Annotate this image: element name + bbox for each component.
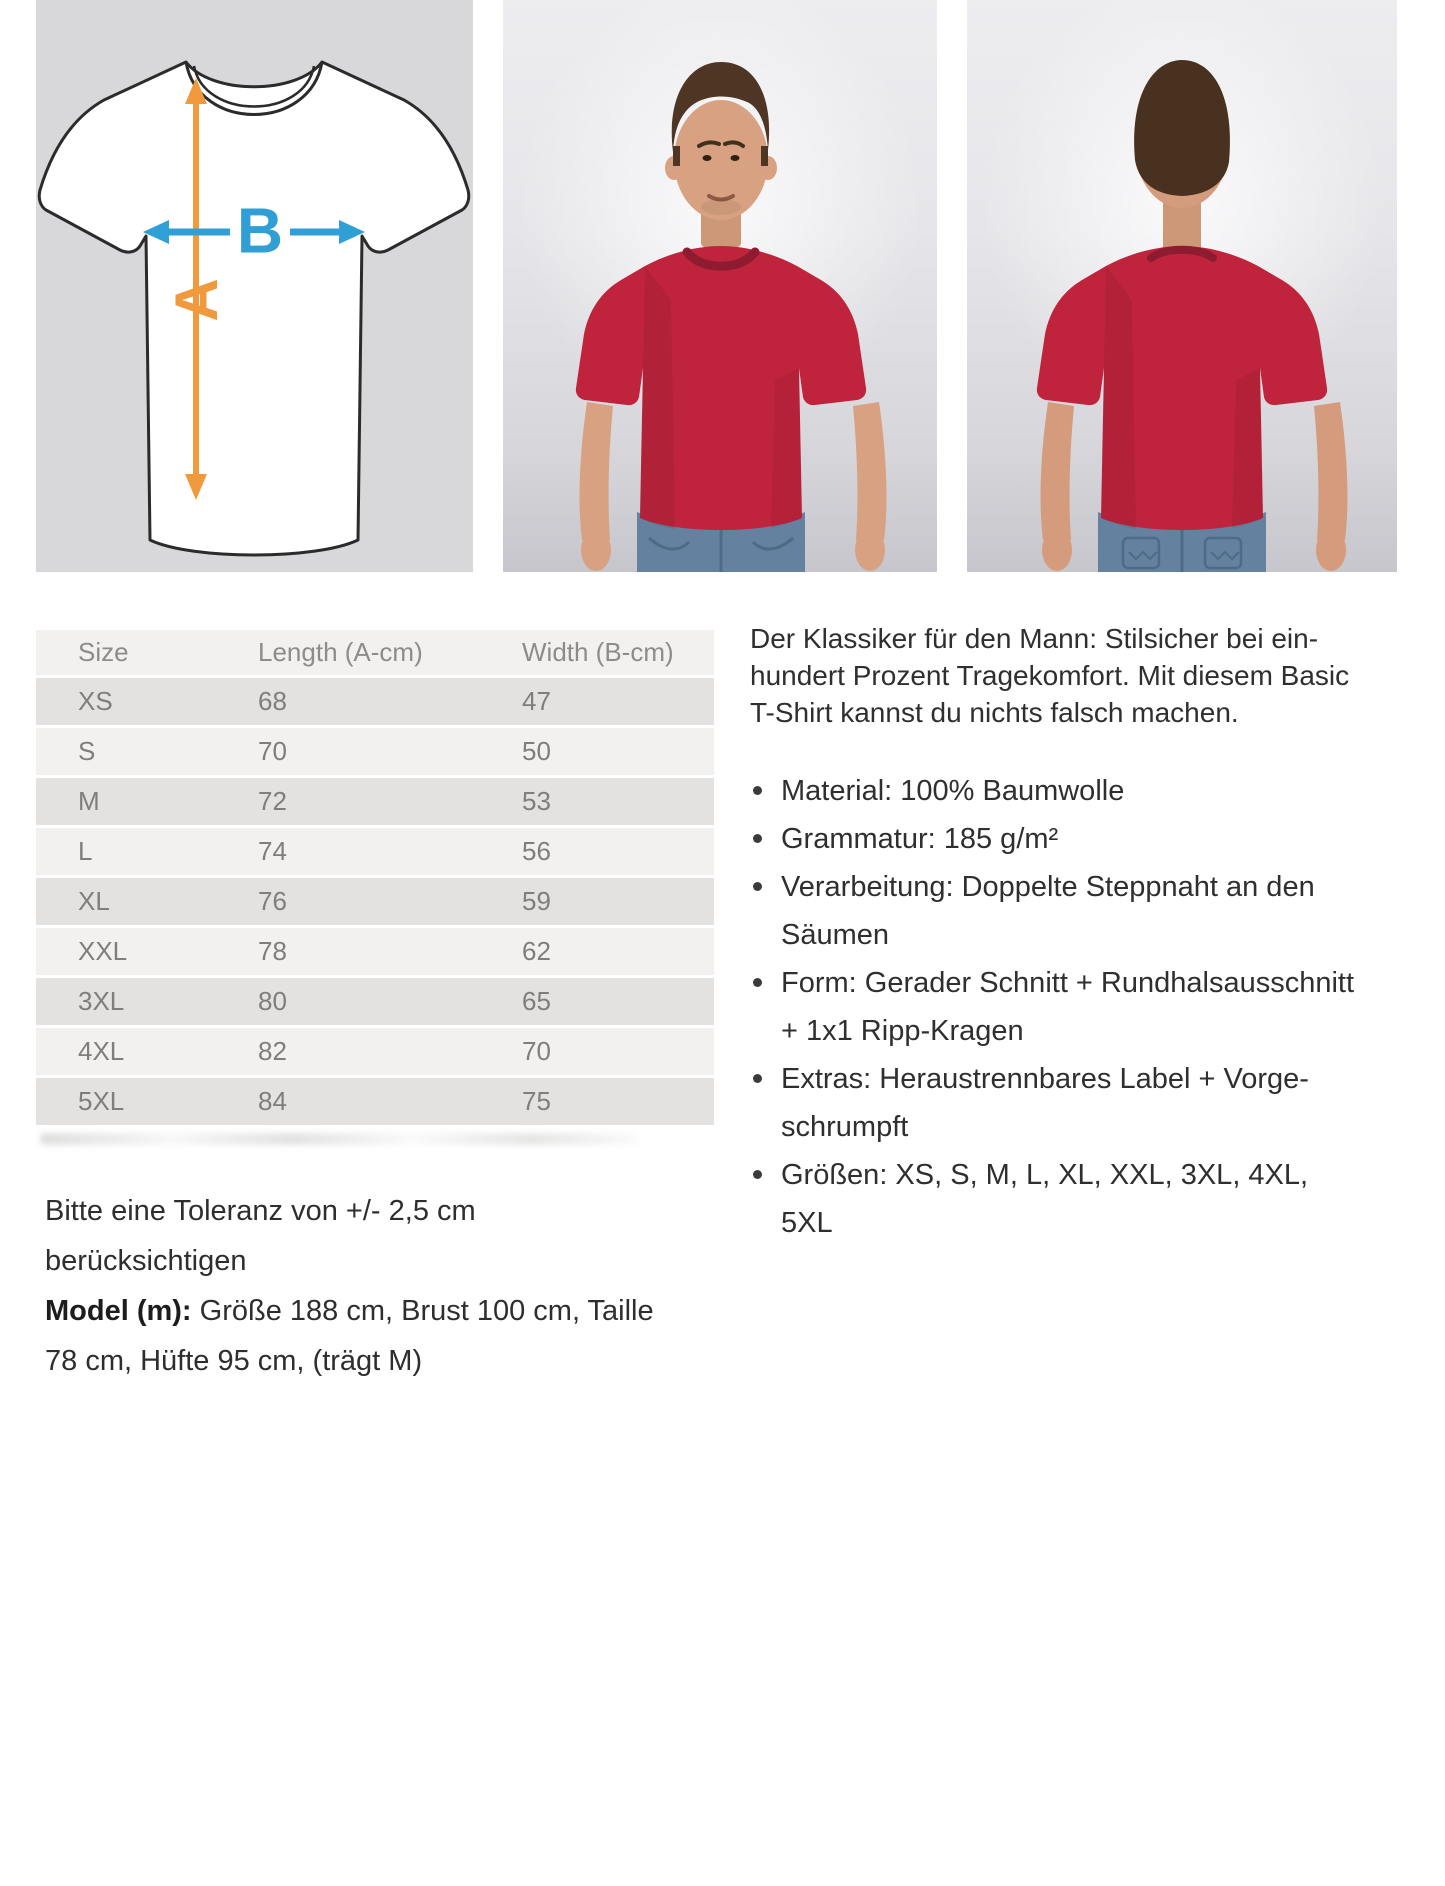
bullet-icon <box>753 978 762 987</box>
cell-size: 3XL <box>78 986 125 1016</box>
table-row <box>36 878 714 928</box>
bullet-icon <box>753 1074 762 1083</box>
cell-size: 5XL <box>78 1086 125 1116</box>
cell-size: XL <box>78 886 110 916</box>
model-photo-front <box>503 0 937 572</box>
model-front-illustration <box>503 0 937 572</box>
cell-length: 78 <box>258 936 287 966</box>
product-description <box>750 620 1362 1247</box>
feature-item-extras <box>750 1055 1362 1151</box>
feature-item-verarbeitung <box>750 863 1362 959</box>
cropped-row-artifact <box>40 1133 640 1145</box>
cell-size: 4XL <box>78 1036 125 1066</box>
cell-width: 50 <box>522 736 551 766</box>
feature-text: Grammatur: 185 g/m² <box>781 823 1059 855</box>
cell-length: 74 <box>258 836 287 866</box>
tshirt-back <box>1037 246 1327 530</box>
feature-text: Extras: Heraustrennbares Label + Vorgeschrumpft <box>781 1063 1309 1143</box>
model-info <box>45 1286 657 1386</box>
cell-length: 76 <box>258 886 287 916</box>
bullet-icon <box>753 786 762 795</box>
cell-length: 84 <box>258 1086 287 1116</box>
bullet-icon <box>753 1170 762 1179</box>
tolerance-note: Bitte eine Toleranz von +/- 2,5 cm berücksichtigen <box>45 1195 476 1277</box>
table-row <box>36 828 714 878</box>
bullet-icon <box>753 834 762 843</box>
feature-text: Material: 100% Baumwolle <box>781 775 1125 807</box>
model-back-illustration <box>967 0 1397 572</box>
cell-width: 62 <box>522 936 551 966</box>
cell-size: XS <box>78 686 113 716</box>
cell-width: 75 <box>522 1086 551 1116</box>
model-info-label: Model (m): <box>45 1295 192 1327</box>
size-table-header-row <box>36 630 714 678</box>
description-intro: Der Klassiker für den Mann: Stilsicher bei einhundert Prozent Tragekomfort. Mit diesem Basic T-Shirt kannst du nichts falsch machen. <box>750 623 1350 728</box>
cell-width: 53 <box>522 786 551 816</box>
cell-width: 56 <box>522 836 551 866</box>
label-b: B <box>236 194 284 267</box>
bullet-icon <box>753 882 762 891</box>
cell-length: 80 <box>258 986 287 1016</box>
measurement-note <box>45 1186 657 1386</box>
table-row <box>36 778 714 828</box>
cell-size: XXL <box>78 936 128 966</box>
table-row <box>36 678 714 728</box>
table-row <box>36 928 714 978</box>
tshirt-front <box>576 246 866 530</box>
tshirt-outline-icon <box>39 62 469 555</box>
label-a: A <box>163 278 230 322</box>
cell-length: 72 <box>258 786 287 816</box>
cell-width: 47 <box>522 686 551 716</box>
cell-width: 70 <box>522 1036 551 1066</box>
hair-back <box>1134 60 1230 196</box>
table-row <box>36 978 714 1028</box>
model-info-text: Größe 188 cm, Brust 100 cm, Taille 78 cm, Hüfte 95 cm, (trägt M) <box>45 1295 654 1377</box>
tshirt-measure-diagram-icon <box>36 0 473 572</box>
model-photo-back <box>967 0 1397 572</box>
table-row <box>36 1078 714 1128</box>
col-header-width: Width (B-cm) <box>522 637 674 667</box>
cell-width: 65 <box>522 986 551 1016</box>
cell-length: 68 <box>258 686 287 716</box>
feature-item-groessen <box>750 1151 1362 1247</box>
col-header-length: Length (A-cm) <box>258 637 423 667</box>
cell-size: M <box>78 786 100 816</box>
size-table <box>36 630 714 1128</box>
cell-length: 82 <box>258 1036 287 1066</box>
col-header-size: Size <box>78 637 129 667</box>
size-diagram-image <box>36 0 473 572</box>
feature-item-form <box>750 959 1362 1055</box>
table-row <box>36 1028 714 1078</box>
table-row <box>36 728 714 778</box>
cell-size: S <box>78 736 96 766</box>
feature-item-grammatur <box>750 815 1362 863</box>
cell-width: 59 <box>522 886 551 916</box>
feature-list <box>750 767 1362 1247</box>
feature-text: Form: Gerader Schnitt + Rundhalsausschnitt + 1x1 Ripp-Kragen <box>781 967 1355 1047</box>
cell-size: L <box>78 836 93 866</box>
feature-item-material <box>750 767 1362 815</box>
feature-text: Verarbeitung: Doppelte Steppnaht an den Säumen <box>781 871 1315 951</box>
feature-text: Größen: XS, S, M, L, XL, XXL, 3XL, 4XL, 5XL <box>781 1159 1309 1239</box>
cell-length: 70 <box>258 736 287 766</box>
